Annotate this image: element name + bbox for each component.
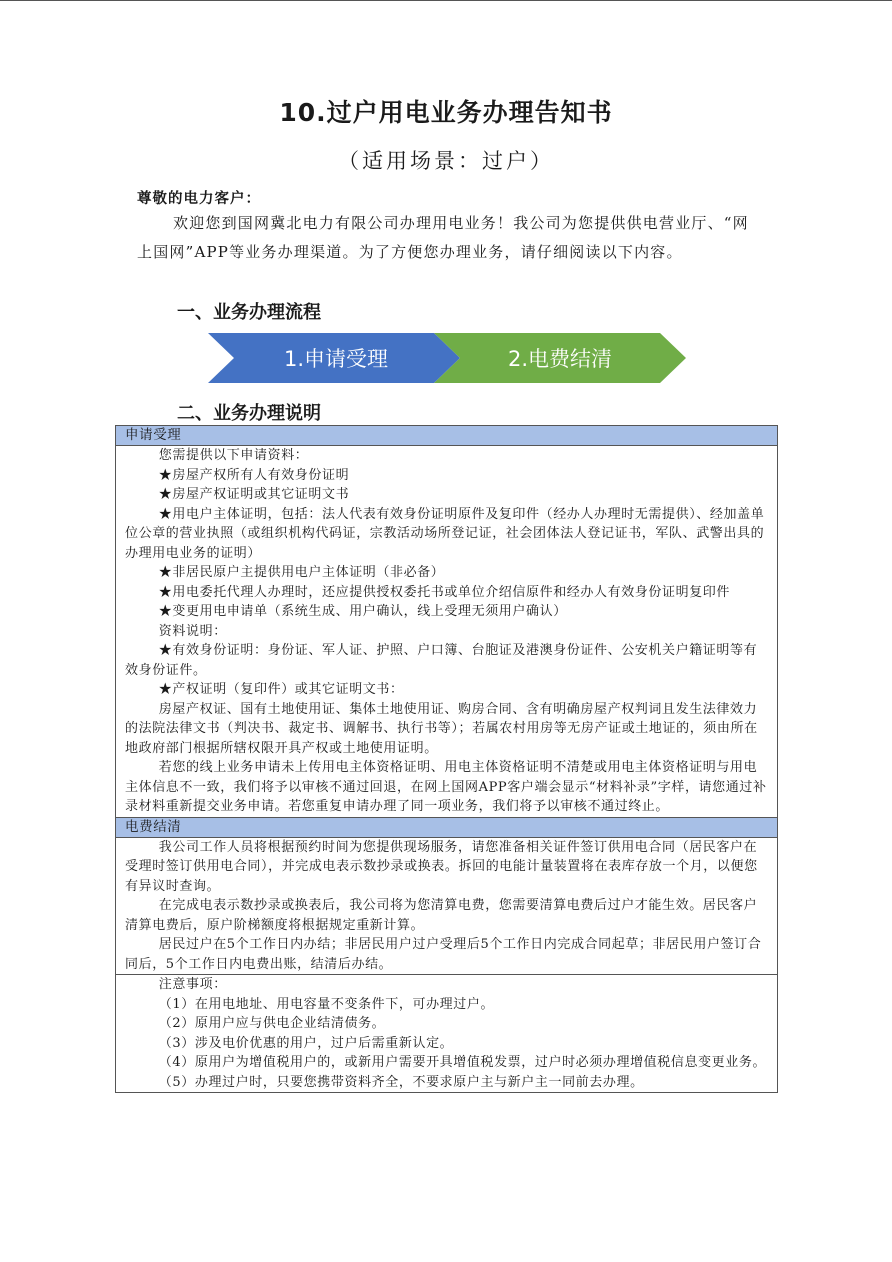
note-item: （2）原用户应与供电企业结清债务。 — [158, 1016, 386, 1031]
apply-line: 若您的线上业务申请未上传用电主体资格证明、用电主体资格证明不清楚或用电主体资格证明与用电主体信息不一致，我们将予以审核不通过回退，在网上国网APP客户端会显示“材料补录”字样，请您通过补录材料重新提交业务申请。若您重复申请办理了同一项业务，我们将予以审核不通过终止。 — [125, 760, 767, 814]
notes-title: 注意事项： — [158, 977, 227, 992]
note-item: （3）涉及电价优惠的用户，过户后需重新认定。 — [158, 1035, 454, 1051]
process-flow-diagram — [208, 333, 688, 383]
settle-line: 我公司工作人员将根据预约时间为您提供现场服务，请您准备相关证件签订供用电合同（居民客户在受理时签订供用电合同），并完成电表示数抄录或换表。拆回的电能计量装置将在表库存放一个月，以便您有异议时查询。 — [125, 839, 758, 894]
apply-line: ★有效身份证明：身份证、军人证、护照、户口簿、台胞证及港澳身份证件、公安机关户籍证明等有效身份证件。 — [125, 643, 758, 678]
apply-section-header: 申请受理 — [116, 426, 778, 446]
note-item: （1）在用电地址、用电容量不变条件下，可办理过户。 — [158, 996, 495, 1012]
apply-line: ★变更用电申请单（系统生成、用户确认，线上受理无须用户确认） — [158, 604, 567, 619]
settle-line: 在完成电表示数抄录或换表后，我公司将为您清算电费，您需要清算电费后过户才能生效。居民客户清算电费后，原户阶梯额度将根据规定重新计算。 — [125, 898, 758, 933]
settle-section-header: 电费结清 — [116, 817, 778, 837]
apply-section-body — [116, 446, 778, 818]
intro-paragraph: 欢迎您到国网冀北电力有限公司办理用电业务！我公司为您提供供电营业厅、“网上国网”APP等业务办理渠道。为了方便您办理业务，请仔细阅读以下内容。 — [137, 214, 749, 261]
instructions-table — [115, 425, 778, 1093]
settle-line: 居民过户在5个工作日内办结；非居民用户过户受理后5个工作日内完成合同起草；非居民用户签订合同后，5个工作日内电费出账，结清后办结。 — [125, 937, 762, 972]
notes-section — [116, 975, 778, 1093]
section-heading-instructions: 二、业务办理说明 — [177, 403, 321, 424]
apply-line: ★用电委托代理人办理时，还应提供授权委托书或单位介绍信原件和经办人有效身份证明复印件 — [158, 584, 730, 600]
page-title: 10.过户用电业务办理告知书 — [279, 98, 613, 127]
section-heading-process: 一、业务办理流程 — [177, 302, 321, 323]
greeting: 尊敬的电力客户： — [137, 190, 261, 207]
page-top-border — [0, 0, 892, 1]
apply-line: ★房屋产权所有人有效身份证明 — [158, 467, 350, 483]
settle-section-body — [116, 837, 778, 975]
flow-step-1-label: 1.申请受理 — [283, 347, 389, 371]
note-item: （4）原用户为增值税用户的，或新用户需要开具增值税发票，过户时必须办理增值税信息变更业务。 — [158, 1055, 767, 1070]
flow-step-2-label: 2.电费结清 — [507, 347, 613, 371]
apply-line: 您需提供以下申请资料： — [158, 448, 309, 463]
apply-line: ★非居民原户主提供用电户主体证明（非必备） — [158, 565, 445, 580]
apply-line: ★产权证明（复印件）或其它证明文书： — [158, 682, 404, 697]
note-item: （5）办理过户时，只要您携带资料齐全，不要求原户主与新户主一同前去办理。 — [158, 1074, 644, 1090]
apply-line: ★用电户主体证明，包括：法人代表有效身份证明原件及复印件（经办人办理时无需提供）、经加盖单位公章的营业执照（或组织机构代码证，宗教活动场所登记证，社会团体法人登记证书，军队、武警出具的办理用电业务的证明） — [125, 506, 765, 561]
apply-line: 房屋产权证、国有土地使用证、集体土地使用证、购房合同、含有明确房屋产权判词且发生法律效力的法院法律文书（判决书、裁定书、调解书、执行书等）；若属农村用房等无房产证或土地证的，须由所在地政府部门根据所辖权限开具产权或土地使用证明。 — [125, 701, 758, 756]
page-subtitle: （适用场景：过户） — [338, 149, 554, 173]
apply-line: 资料说明： — [158, 623, 227, 639]
apply-line: ★房屋产权证明或其它证明文书 — [158, 487, 350, 502]
